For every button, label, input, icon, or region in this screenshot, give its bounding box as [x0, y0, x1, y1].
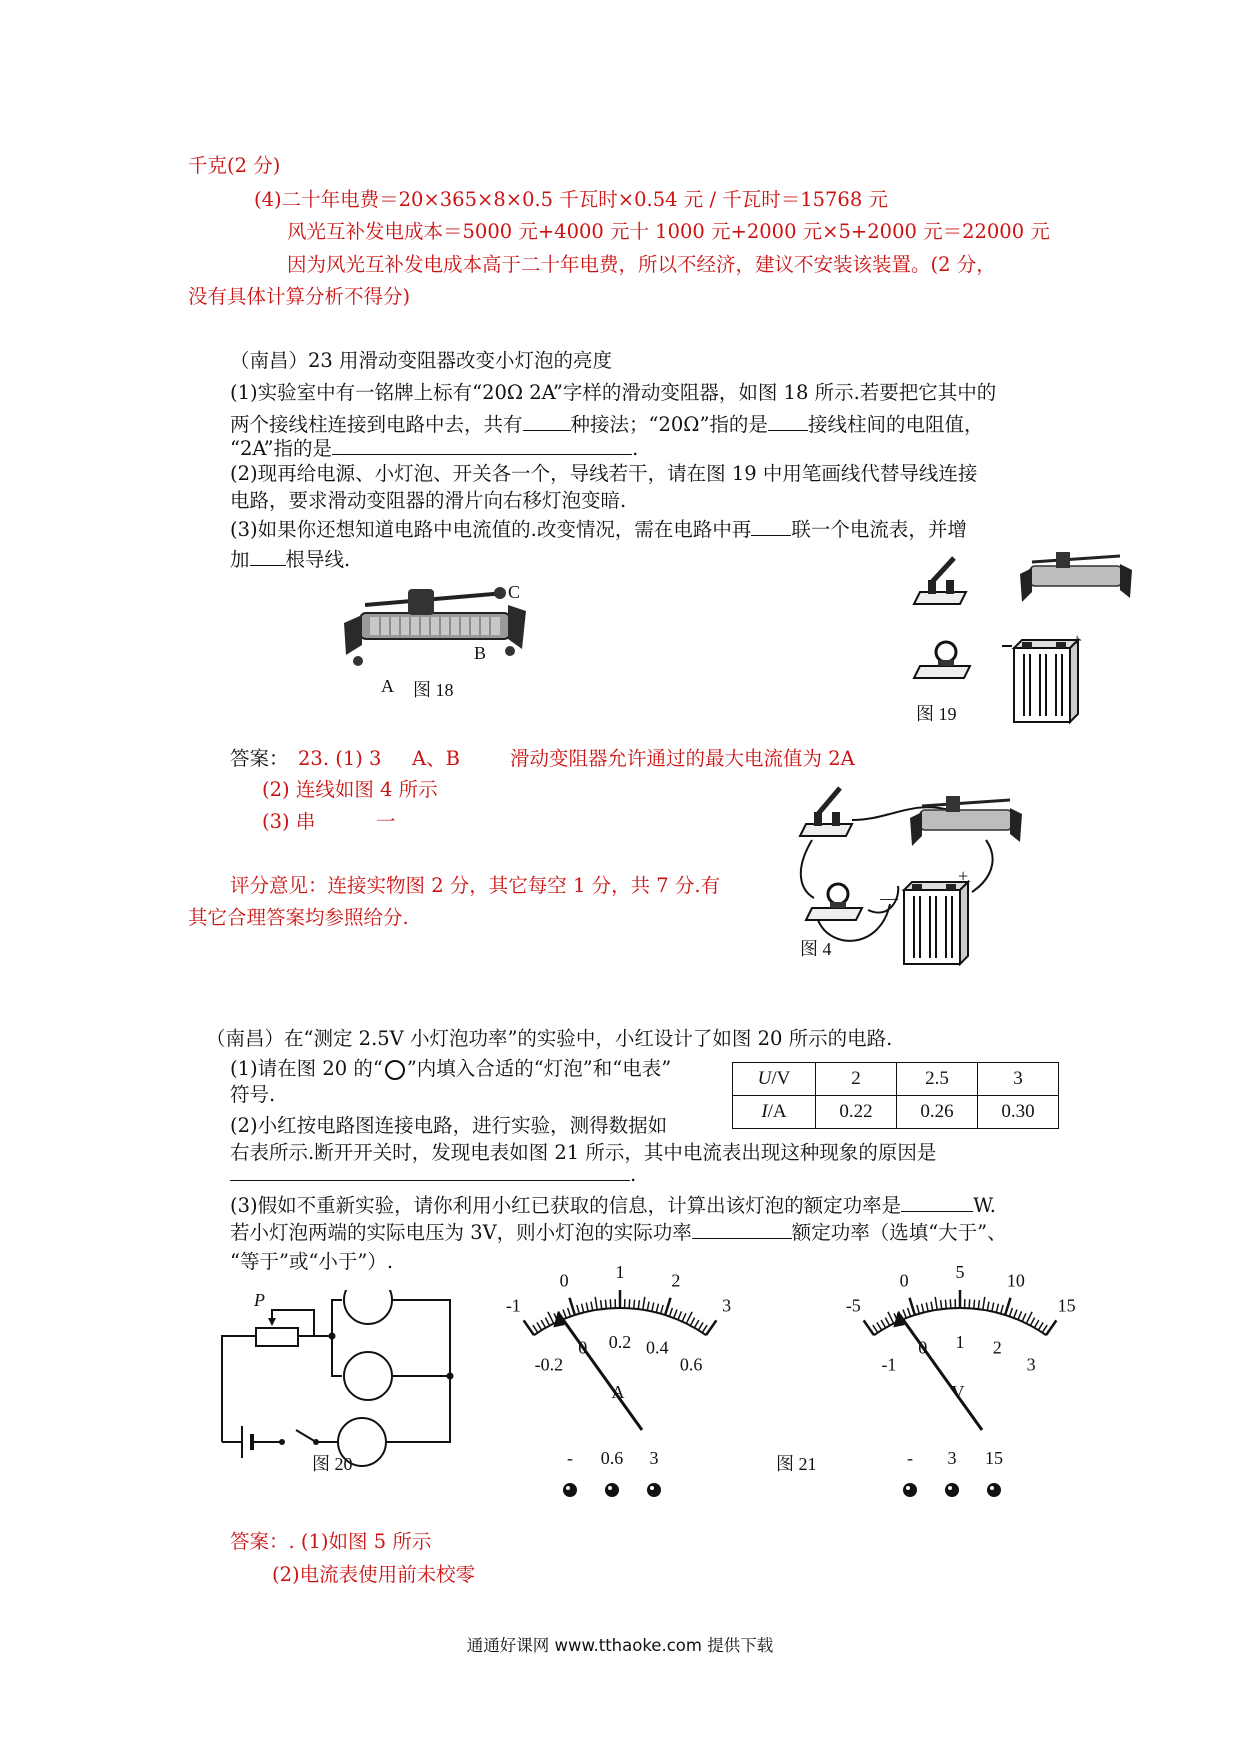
voltmeter-tick — [941, 1300, 942, 1309]
voltmeter-tick — [881, 1320, 885, 1328]
q23-part1-line2: 两个接线柱连接到电路中去，共有 种接法；“20Ω”指的是 接线柱间的电阻值， — [230, 413, 984, 436]
voltmeter-tick — [1022, 1313, 1026, 1321]
ammeter-tick — [577, 1305, 579, 1314]
ammeter-tick — [686, 1312, 692, 1324]
fig4-plus: + — [958, 866, 969, 886]
fig18-label-a: A — [381, 676, 394, 696]
q23-answer-1c: 滑动变阻器允许通过的最大电流值为 2A — [510, 747, 855, 770]
voltmeter-outer-label: 15 — [1057, 1295, 1076, 1316]
voltmeter-tick — [903, 1310, 906, 1318]
voltmeter-inner-label: -1 — [881, 1354, 897, 1375]
voltmeter-tick — [935, 1297, 937, 1310]
voltmeter-outer-label: 0 — [899, 1270, 909, 1291]
fig4-minus: — — [880, 888, 898, 908]
voltmeter-tick — [1001, 1305, 1003, 1314]
ammeter-unit-label: A — [611, 1382, 625, 1402]
ammeter — [506, 1262, 731, 1497]
qp-title: （南昌）在“测定 2.5V 小灯泡功率”的实验中，小红设计了如图 20 所示的电路. — [206, 1027, 893, 1050]
rheostat-icon — [1020, 552, 1132, 602]
voltmeter-tick — [926, 1303, 928, 1312]
voltmeter-tick — [987, 1302, 989, 1311]
fig18-label-b: B — [474, 643, 487, 663]
voltmeter-tick — [1005, 1298, 1010, 1315]
ammeter-tick — [568, 1308, 571, 1316]
ammeter-tick — [665, 1298, 670, 1315]
voltmeter-tick — [992, 1303, 994, 1312]
fig18-rheostat — [340, 575, 530, 685]
voltmeter-tick — [1018, 1311, 1021, 1319]
rheostat-icon — [910, 796, 1022, 846]
ammeter-tick — [694, 1320, 698, 1328]
ammeter-inner-label: 0 — [578, 1337, 588, 1358]
ammeter-tick — [690, 1318, 694, 1326]
voltmeter-tick — [983, 1297, 985, 1310]
q23-answer-2: (2) 连线如图 4 所示 — [262, 778, 438, 801]
ammeter-needle — [558, 1313, 642, 1430]
qp-part2-line2: 右表所示.断开开关时，发现电表如图 21 所示，其中电流表出现这种现象的原因是 — [230, 1141, 937, 1164]
voltmeter-needle — [898, 1313, 982, 1430]
ammeter-terminal — [563, 1483, 577, 1497]
voltmeter-tick — [922, 1304, 924, 1313]
q23-grading-2: 其它合理答案均参照给分. — [188, 906, 409, 929]
voltmeter-tick — [877, 1322, 882, 1330]
ammeter-tick — [524, 1320, 534, 1335]
q23-part3-line1: (3)如果你还想知道电路中电流值的.改变情况，需在电路中再 联一个电流表，并增 — [230, 518, 967, 541]
ammeter-outer-label: -1 — [505, 1295, 521, 1316]
ammeter-tick — [605, 1300, 606, 1309]
uv-data-table — [732, 1062, 1059, 1129]
ammeter-tick — [638, 1300, 639, 1309]
switch-icon — [914, 558, 966, 604]
table-cell: 0.30 — [978, 1096, 1059, 1129]
ammeter-tick — [634, 1300, 635, 1309]
voltmeter-inner-label: 0 — [918, 1337, 928, 1358]
voltmeter-terminal — [903, 1483, 917, 1497]
voltmeter-outer-label: 10 — [1006, 1270, 1025, 1291]
ammeter-tick — [674, 1310, 677, 1318]
ammeter-terminal — [605, 1483, 619, 1497]
voltmeter-tick — [969, 1299, 970, 1308]
fig18-caption: 图 18 — [413, 680, 454, 700]
voltmeter-inner-label: 2 — [992, 1337, 1002, 1358]
qp-part3-line2: 若小灯泡两端的实际电压为 3V，则小灯泡的实际功率 额定功率（选填“大于”、 — [230, 1221, 1007, 1244]
q23-answer-1: 23. (1) 3 — [298, 747, 382, 770]
voltmeter-inner-label: 1 — [955, 1332, 965, 1352]
voltmeter-tick — [1042, 1325, 1047, 1333]
voltmeter-tick — [908, 1308, 911, 1316]
switch-symbol — [296, 1430, 316, 1442]
qp-answer-1: 答案：. (1)如图 5 所示 — [230, 1530, 432, 1553]
voltmeter-tick — [1046, 1320, 1056, 1335]
voltmeter-tick — [950, 1299, 951, 1308]
voltmeter-tick — [873, 1325, 878, 1333]
qp-part3-line1: (3)假如不重新实验，请你利用小红已获取的信息，计算出该灯泡的额定功率是 W. — [230, 1194, 996, 1217]
ammeter-terminal-label: 3 — [649, 1448, 659, 1468]
ammeter-tick — [706, 1320, 716, 1335]
fig20-caption: 图 20 — [312, 1454, 353, 1474]
voltmeter-outer-label: 5 — [955, 1262, 965, 1282]
fig19-caption: 图 19 — [916, 704, 957, 724]
qp-answer-2: (2)电流表使用前未校零 — [272, 1563, 476, 1586]
voltmeter-tick — [978, 1300, 979, 1309]
fig20-circuit-diagram — [212, 1290, 462, 1470]
fig18-label-c: C — [508, 582, 521, 602]
ammeter-tick — [682, 1313, 686, 1321]
voltmeter-terminal-label: 3 — [947, 1448, 957, 1468]
table-cell: 0.26 — [897, 1096, 978, 1129]
ammeter-terminal-label: - — [567, 1448, 573, 1468]
ammeter-terminal — [647, 1483, 661, 1497]
page-footer: 通通好课网 www.tthaoke.com 提供下载 — [466, 1636, 774, 1655]
voltmeter-tick — [1038, 1322, 1043, 1330]
battery-icon — [904, 882, 968, 964]
qp-part3-line3: “等于”或“小于”）. — [230, 1250, 394, 1273]
ammeter-tick — [669, 1308, 672, 1316]
ammeter-tick — [601, 1300, 602, 1309]
q23-answer-3b: 一 — [376, 810, 396, 833]
voltmeter-tick — [885, 1318, 889, 1326]
table-cell: 0.22 — [816, 1096, 897, 1129]
q23-answer-1b: A、B — [412, 747, 460, 770]
ammeter-tick — [533, 1325, 538, 1333]
voltmeter-tick — [888, 1312, 894, 1324]
answer-line-4: 因为风光互补发电成本高于二十年电费，所以不经济，建议不安装该装置。(2 分， — [287, 253, 996, 276]
voltmeter-tick — [974, 1300, 975, 1309]
answer-line-3: 风光互补发电成本＝5000 元+4000 元十 1000 元+2000 元×5+2000 元＝22000 元 — [287, 220, 1050, 243]
table-cell: 3 — [978, 1063, 1059, 1096]
table-head-u: U/V — [733, 1063, 816, 1096]
ammeter-tick — [698, 1322, 703, 1330]
ammeter-outer-label: 0 — [559, 1270, 569, 1291]
table-row — [733, 1063, 1059, 1096]
lamp-icon — [806, 884, 862, 920]
ammeter-tick — [591, 1302, 593, 1311]
ammeter-tick — [702, 1325, 707, 1333]
q23-answer-3: (3) 串 — [262, 810, 316, 833]
ammeter-outer-label: 1 — [615, 1262, 625, 1282]
ammeter-tick — [548, 1312, 554, 1324]
answer-line-5: 没有具体计算分析不得分) — [188, 285, 411, 308]
battery-icon — [1002, 640, 1078, 722]
ammeter-outer-label: 3 — [722, 1295, 732, 1316]
voltmeter-terminal-label: 15 — [985, 1448, 1003, 1468]
ammeter-inner-label: -0.2 — [534, 1354, 564, 1375]
rheostat-symbol — [256, 1328, 298, 1346]
q23-part2-line2: 电路，要求滑动变阻器的滑片向右移灯泡变暗. — [230, 489, 627, 512]
voltmeter-tick — [864, 1320, 874, 1335]
ammeter-inner-label: 0.2 — [608, 1332, 632, 1352]
fig4-caption: 图 4 — [800, 939, 832, 959]
ammeter-tick — [541, 1320, 545, 1328]
ammeter-tick — [661, 1305, 663, 1314]
qp-part2-line3: . — [230, 1163, 636, 1187]
voltmeter — [846, 1262, 1076, 1497]
voltmeter-tick — [917, 1305, 919, 1314]
voltmeter-tick — [1009, 1308, 1012, 1316]
voltmeter-tick — [1034, 1320, 1038, 1328]
ammeter-inner-label: 0.6 — [679, 1354, 703, 1375]
voltmeter-terminal-label: - — [907, 1448, 913, 1468]
ammeter-tick — [586, 1303, 588, 1312]
voltmeter-tick — [909, 1298, 914, 1315]
ammeter-tick — [537, 1322, 542, 1330]
voltmeter-terminal — [945, 1483, 959, 1497]
table-cell: 2.5 — [897, 1063, 978, 1096]
ammeter-tick — [595, 1297, 597, 1310]
q23-part1-line3: “2A”指的是 . — [230, 437, 639, 460]
voltmeter-tick — [1030, 1318, 1034, 1326]
voltmeter-tick — [1026, 1312, 1032, 1324]
meter-circle-top — [344, 1290, 392, 1324]
voltmeter-tick — [996, 1304, 998, 1313]
q23-part3-line2: 加 根导线. — [230, 548, 351, 571]
voltmeter-outer-label: -5 — [845, 1295, 861, 1316]
q23-part1-line1: (1)实验室中有一铭牌上标有“20Ω 2A”字样的滑动变阻器，如图 18 所示.若要把它其中的 — [230, 381, 997, 404]
answer-line-2: (4)二十年电费＝20×365×8×0.5 千瓦时×0.54 元 / 千瓦时＝15768 元 — [254, 188, 888, 211]
table-cell: 2 — [816, 1063, 897, 1096]
ammeter-tick — [647, 1302, 649, 1311]
ammeter-tick — [569, 1298, 574, 1315]
ammeter-tick — [678, 1311, 681, 1319]
fig21-caption: 图 21 — [776, 1454, 817, 1474]
switch-icon — [800, 788, 852, 836]
qp-part1-line1: (1)请在图 20 的“ ”内填入合适的“灯泡”和“电表” — [230, 1057, 672, 1080]
lamp-icon — [914, 642, 970, 678]
voltmeter-terminal — [987, 1483, 1001, 1497]
qp-part1-line2: 符号. — [230, 1083, 276, 1106]
ammeter-tick — [652, 1303, 654, 1312]
ammeter-inner-label: 0.4 — [646, 1337, 669, 1358]
answer-line-1: 千克(2 分) — [188, 154, 281, 177]
voltmeter-tick — [931, 1302, 933, 1311]
q23-grading-1: 评分意见：连接实物图 2 分，其它每空 1 分，共 7 分.有 — [230, 874, 721, 897]
voltmeter-inner-label: 3 — [1026, 1354, 1036, 1375]
ammeter-tick — [563, 1310, 566, 1318]
ammeter-tick — [643, 1297, 645, 1310]
table-head-i: I/A — [733, 1096, 816, 1129]
meter-circle-middle — [344, 1352, 392, 1400]
voltmeter-unit-label: V — [951, 1382, 965, 1402]
ammeter-tick — [629, 1299, 630, 1308]
fig19-plus: + — [1072, 630, 1083, 650]
ammeter-tick — [656, 1304, 658, 1313]
ammeter-tick — [582, 1304, 584, 1313]
voltmeter-tick — [945, 1300, 946, 1309]
fig20-label-p: P — [254, 1290, 265, 1310]
q23-answer-prefix: 答案： — [230, 747, 289, 770]
ammeter-tick — [610, 1299, 611, 1308]
q23-title: （南昌）23 用滑动变阻器改变小灯泡的亮度 — [230, 349, 613, 372]
ammeter-outer-label: 2 — [671, 1270, 681, 1291]
ammeter-tick — [545, 1318, 549, 1326]
q23-part2-line1: (2)现再给电源、小灯泡、开关各一个，导线若干，请在图 19 中用笔画线代替导线连接 — [230, 462, 978, 485]
ammeter-terminal-label: 0.6 — [600, 1448, 624, 1468]
table-row — [733, 1096, 1059, 1129]
voltmeter-tick — [1014, 1310, 1017, 1318]
qp-part2-line1: (2)小红按电路图连接电路，进行实验，测得数据如 — [230, 1114, 668, 1137]
